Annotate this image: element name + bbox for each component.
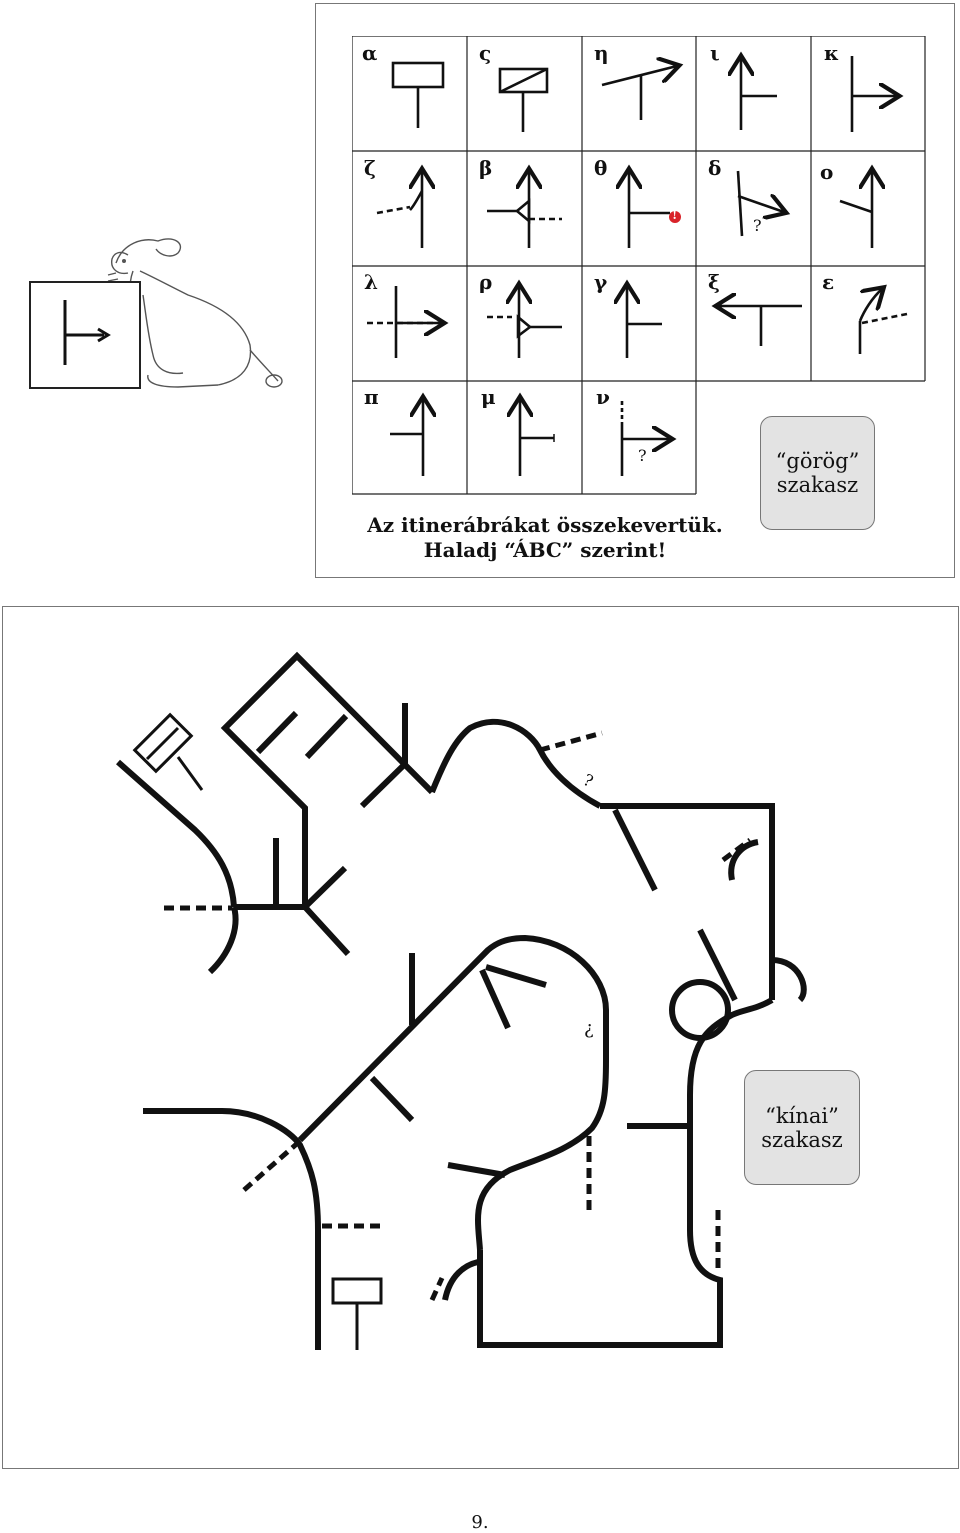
grid-letter-zeta: ζ xyxy=(364,156,376,180)
chinese-label-line-1: “kínai” xyxy=(765,1103,839,1128)
grid-letter-nu: ν xyxy=(596,385,610,409)
grid-letter-eta: η xyxy=(594,41,609,65)
grid-letter-pi: π xyxy=(364,385,379,409)
greek-label-line-2: szakasz xyxy=(776,473,859,497)
delta-question-mark: ? xyxy=(753,216,762,235)
grid-letter-epsilon: ε xyxy=(822,270,835,294)
theta-alert-icon: ! xyxy=(672,208,678,222)
grid-letter-mu: μ xyxy=(481,385,496,409)
greek-label-line-1: “görög” xyxy=(775,449,860,473)
instruction-line-2: Haladj “ÁBC” szerint! xyxy=(423,538,667,562)
sign-board xyxy=(28,280,143,390)
grid-letter-omicron: ο xyxy=(820,160,834,184)
grid-letter-beta: β xyxy=(479,156,493,180)
grid-letter-iota: ι xyxy=(710,41,720,65)
chinese-label-line-2: szakasz xyxy=(761,1127,843,1152)
instruction-line-1: Az itinerábrákat összekevertük. xyxy=(367,513,723,537)
grid-letter-delta: δ xyxy=(708,156,722,180)
grid-letter-lambda: λ xyxy=(364,270,379,294)
grid-letter-kappa: κ xyxy=(824,41,839,65)
grid-letter-final-sigma: ς xyxy=(479,41,492,65)
grid-letter-alpha: α xyxy=(362,41,378,65)
grid-letter-theta: θ xyxy=(594,156,608,180)
route-map xyxy=(0,606,960,1476)
nu-question-mark: ? xyxy=(638,446,647,465)
chinese-section-label xyxy=(744,1070,860,1185)
page-number: 9. xyxy=(471,1512,489,1533)
grid-letter-rho: ρ xyxy=(479,270,493,294)
grid-letter-xi: ξ xyxy=(708,270,720,294)
greek-section-label xyxy=(760,416,875,530)
grid-letter-gamma: γ xyxy=(594,270,608,294)
map-question-mark: ? xyxy=(580,770,597,791)
map-inverted-question-mark: ¿ xyxy=(584,1018,594,1039)
